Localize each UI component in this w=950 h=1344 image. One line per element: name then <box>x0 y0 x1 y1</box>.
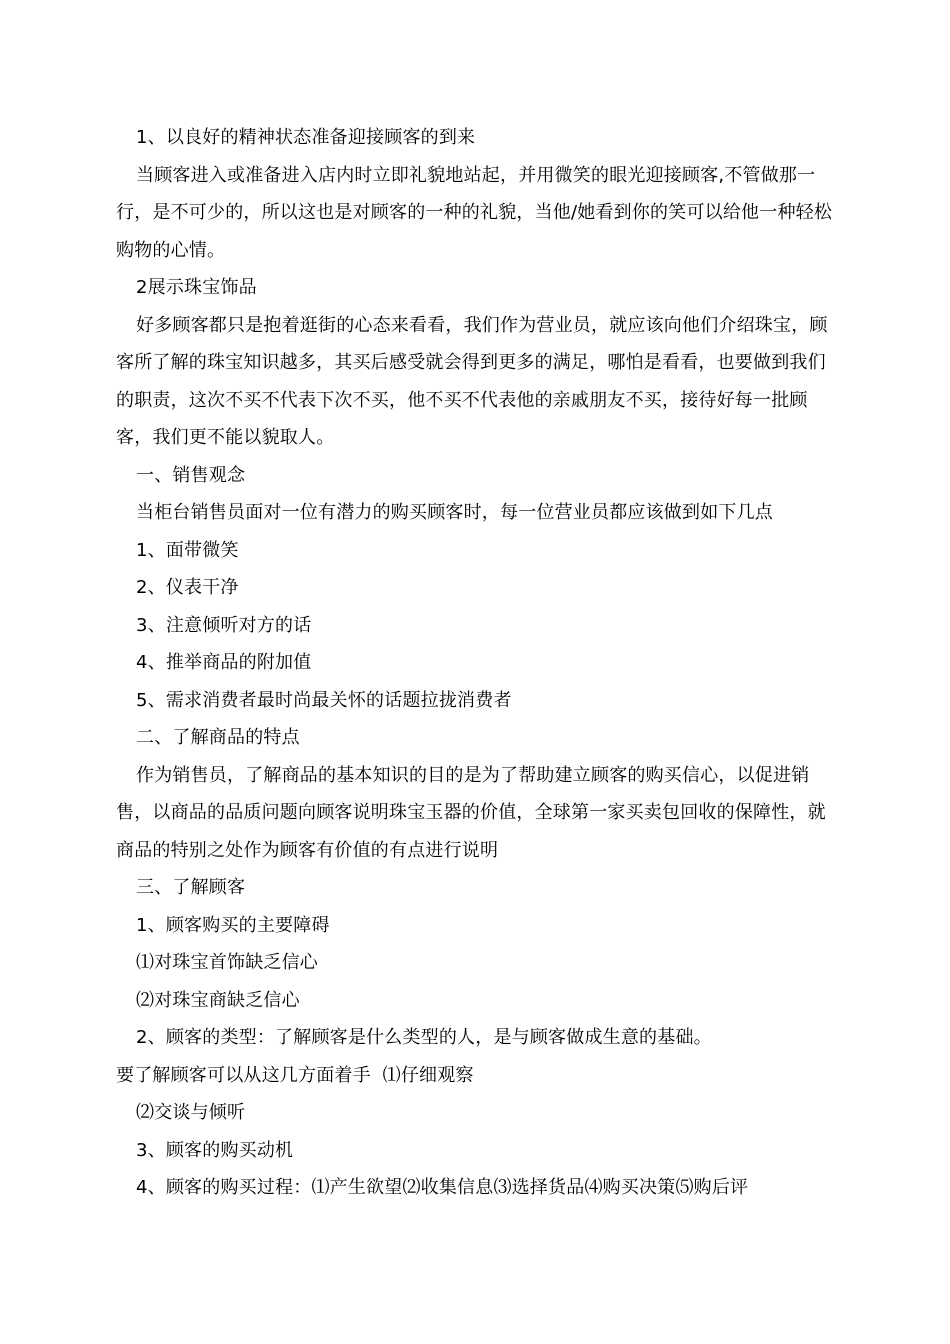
list-item: 2、仪表干净 <box>136 577 239 598</box>
paragraph: 要了解顾客可以从这几方面着手 ⑴仔细观察 <box>116 1064 474 1086</box>
list-item: 1、面带微笑 <box>136 539 239 561</box>
paragraph: 作为销售员，了解商品的基本知识的目的是为了帮助建立顾客的购买信心，以促进销售，以商品的品质问题向顾客说明珠宝玉器的价值，全球第一家买卖包回收的保障性，就商品的特别之处作为顾客有价值的有点进行说明 <box>116 764 826 861</box>
paragraph: 当柜台销售员面对一位有潜力的购买顾客时，每一位营业员都应该做到如下几点 <box>136 502 773 523</box>
list-item: 4、顾客的购买过程：⑴产生欲望⑵收集信息⑶选择货品⑷购买决策⑸购后评 <box>136 1177 749 1198</box>
list-item: ⑵交谈与倾听 <box>136 1102 246 1123</box>
section-heading: 二、了解商品的特点 <box>136 727 300 748</box>
list-item: ⑴对珠宝首饰缺乏信心 <box>136 952 318 973</box>
list-item: ⑵对珠宝商缺乏信心 <box>136 989 300 1011</box>
paragraph: 1、以良好的精神状态准备迎接顾客的到来 <box>136 127 476 148</box>
list-item: 5、需求消费者最时尚最关怀的话题拉拢消费者 <box>136 689 512 711</box>
list-item: 2、顾客的类型：了解顾客是什么类型的人，是与顾客做成生意的基础。 <box>136 1027 712 1048</box>
list-item: 3、注意倾听对方的话 <box>136 614 312 636</box>
document-body <box>116 119 842 1207</box>
section-heading: 一、销售观念 <box>136 464 246 486</box>
paragraph: 2展示珠宝饰品 <box>136 277 257 298</box>
list-item: 3、顾客的购买动机 <box>136 1139 294 1161</box>
list-item: 4、推举商品的附加值 <box>136 652 312 673</box>
paragraph: 好多顾客都只是抱着逛街的心态来看看，我们作为营业员，就应该向他们介绍珠宝，顾客所了解的珠宝知识越多，其买后感受就会得到更多的满足，哪怕是看看，也要做到我们的职责，这次不买不代表下次不买，他不买不代表他的亲戚朋友不买，接待好每一批顾客，我们更不能以貌取人。 <box>116 314 828 448</box>
list-item: 1、顾客购买的主要障碍 <box>136 914 330 936</box>
section-heading: 三、了解顾客 <box>136 877 246 898</box>
paragraph: 当顾客进入或准备进入店内时立即礼貌地站起，并用微笑的眼光迎接顾客,不管做那一行，是不可少的，所以这也是对顾客的一种的礼貌，当他/她看到你的笑可以给他一种轻松购物的心情。 <box>116 164 833 261</box>
